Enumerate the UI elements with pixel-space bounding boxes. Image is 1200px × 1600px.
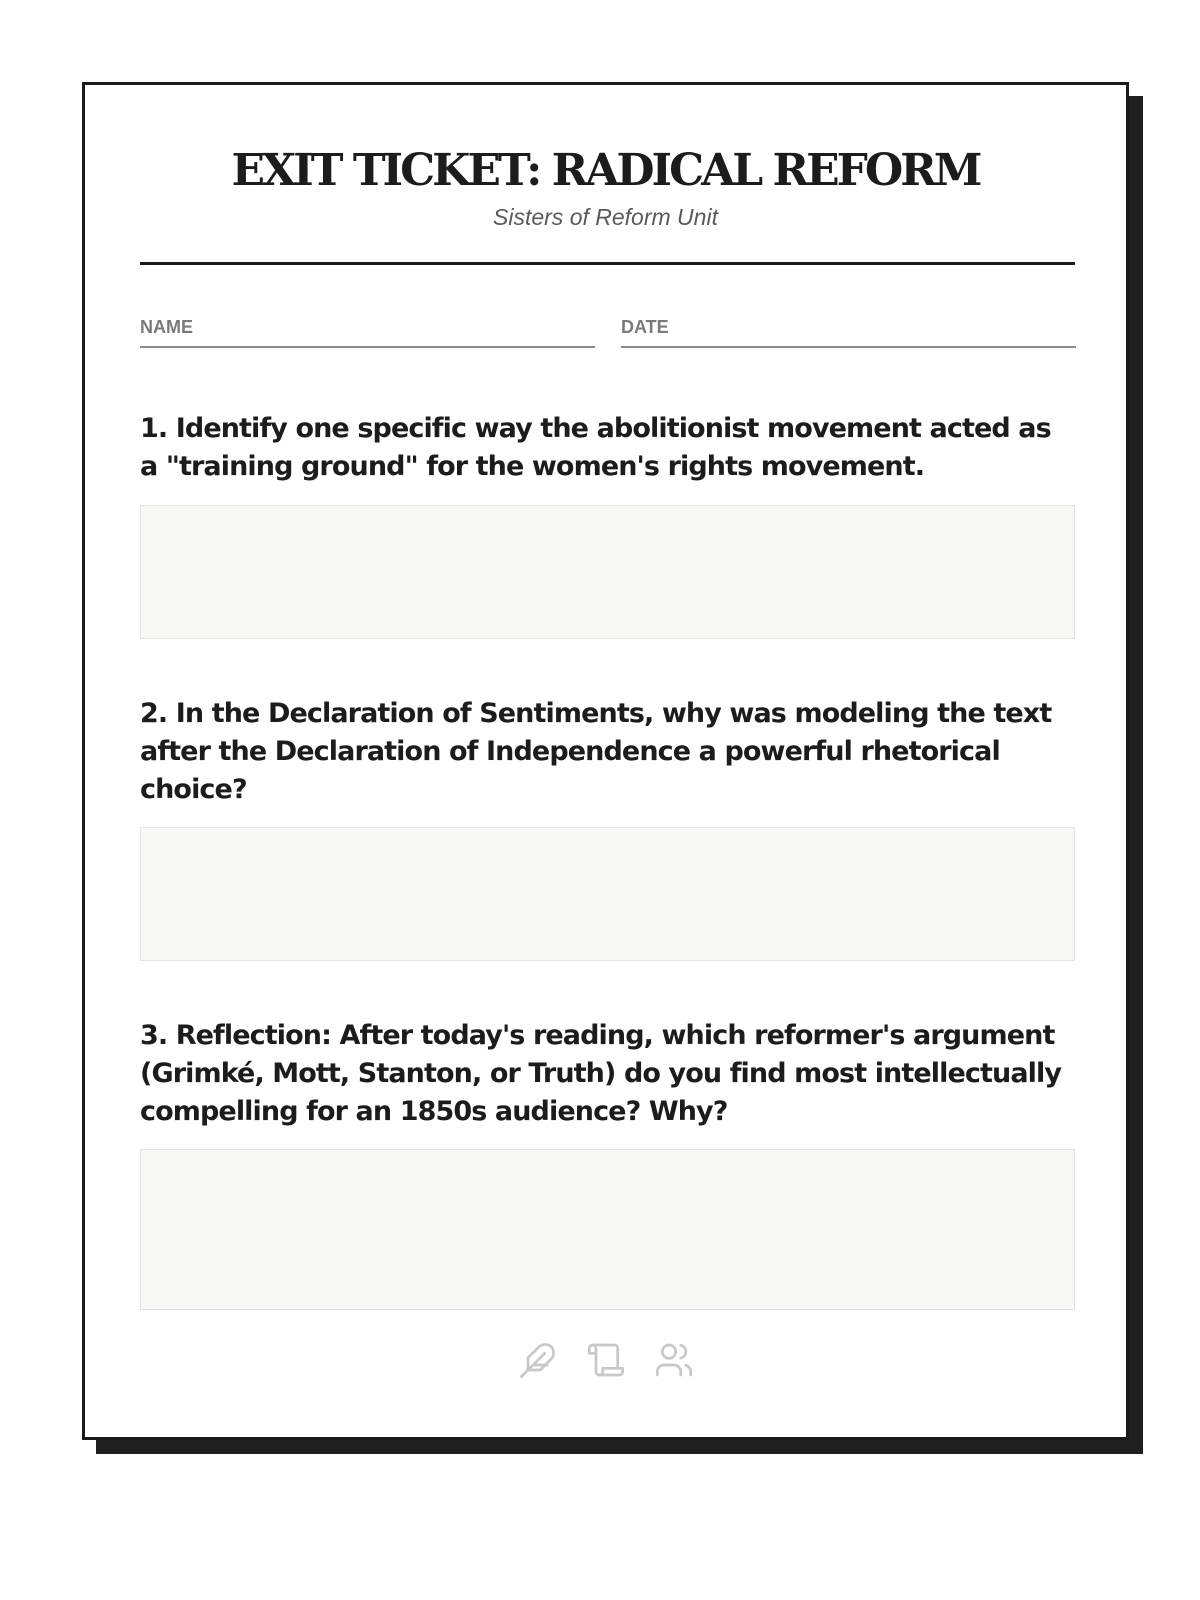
question-2: 2. In the Declaration of Sentiments, why was modeling the text after the Declaration of Independence a powerful rhetorical choice? bbox=[140, 698, 1052, 805]
footer-icons bbox=[85, 1340, 1126, 1384]
date-field[interactable] bbox=[621, 315, 1076, 348]
answer-box-1[interactable] bbox=[140, 505, 1075, 639]
page-subtitle: Sisters of Reform Unit bbox=[493, 204, 718, 230]
exit-ticket-card bbox=[82, 82, 1129, 1440]
name-field[interactable] bbox=[140, 315, 595, 348]
people-icon bbox=[654, 1340, 694, 1380]
scroll-icon bbox=[586, 1340, 626, 1380]
name-label: NAME bbox=[140, 317, 193, 337]
feather-icon bbox=[518, 1340, 558, 1380]
header-divider bbox=[140, 262, 1075, 265]
page-title: EXIT TICKET: RADICAL REFORM bbox=[231, 145, 980, 196]
answer-box-2[interactable] bbox=[140, 827, 1075, 961]
date-label: DATE bbox=[621, 317, 669, 337]
answer-box-3[interactable] bbox=[140, 1149, 1075, 1310]
question-1: 1. Identify one specific way the abolitionist movement acted as a "training ground" for the women's rights movement. bbox=[140, 413, 1051, 482]
question-3: 3. Reflection: After today's reading, which reformer's argument (Grimké, Mott, Stanton, or Truth) do you find most intellectually compelling for an 1850s audience? Why? bbox=[140, 1020, 1062, 1127]
